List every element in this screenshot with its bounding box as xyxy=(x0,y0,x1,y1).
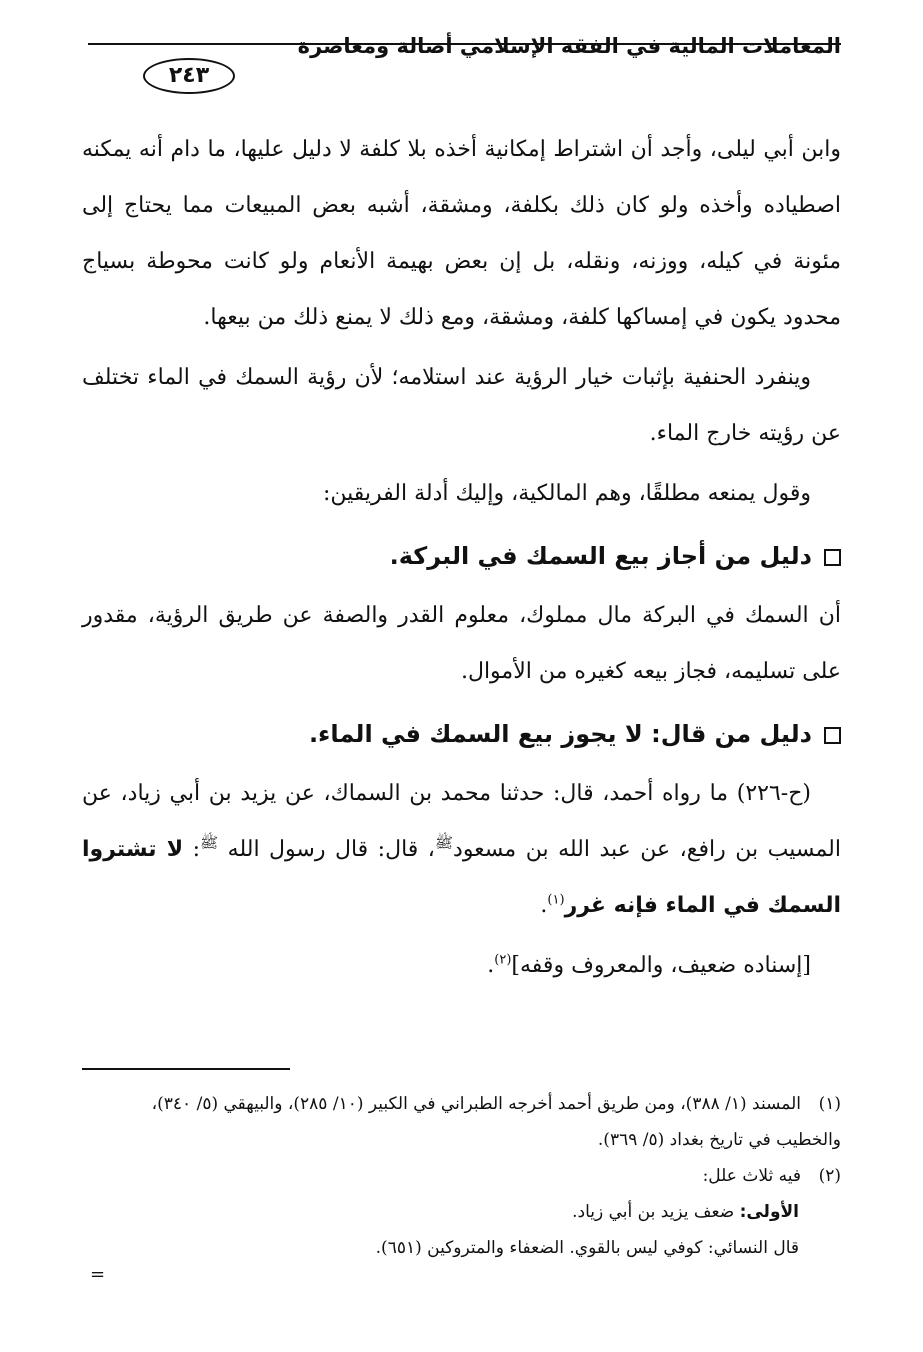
footnote-lead: الأولى: xyxy=(739,1202,799,1222)
period: . xyxy=(540,893,548,918)
footnote-rule xyxy=(82,1068,290,1070)
footnote-ref-2[interactable]: (٢) xyxy=(494,952,512,968)
footnote-2-first-defect xyxy=(82,1194,841,1230)
footnote-ref-1[interactable]: (١) xyxy=(547,892,565,908)
hadith-paragraph xyxy=(82,766,841,934)
footnote-text: ضعف يزيد بن أبي زياد. xyxy=(572,1202,740,1222)
footnote-number: (٢) xyxy=(818,1166,841,1186)
heading-text: دليل من قال: لا يجوز بيع السمك في الماء. xyxy=(308,720,812,748)
colon: : xyxy=(183,837,201,862)
square-bullet-icon xyxy=(824,549,841,566)
main-text xyxy=(82,122,841,998)
footnote-2 xyxy=(82,1158,841,1194)
section-heading-forbid xyxy=(82,706,841,762)
page-number: ٢٤٣ xyxy=(143,58,235,94)
hadith-chain-continued: ، قال: قال رسول الله xyxy=(227,837,435,862)
footnote-2-nasai: قال النسائي: كوفي ليس بالقوي. الضعفاء والمتروكين (٦٥١). xyxy=(375,1238,799,1258)
square-bullet-icon xyxy=(824,727,841,744)
paragraph-4: أن السمك في البركة مال مملوك، معلوم القدر والصفة عن طريق الرؤية، مقدور على تسليمه، فجاز بيعه كغيره من الأموال. xyxy=(82,603,841,684)
period: . xyxy=(487,953,495,978)
grading-text: [إسناده ضعيف، والمعروف وقفه] xyxy=(511,953,811,978)
paragraph-1: وابن أبي ليلى، وأجد أن اشتراط إمكانية أخذه بلا كلفة لا دليل عليها، ما دام أنه يمكنه اصطياده وأخذه ولو كان ذلك بكلفة، ومشقة، أشبه بعض المبيعات مما يحتاج إلى مئونة في كيله، ووزنه، ونقله، بل إن بعض بهيمة الأنعام ولو كانت محوطة بسياج محدود يكون في إمساكها كلفة، ومشقة، ومع ذلك لا يمنع ذلك من بيعها. xyxy=(82,137,841,330)
heading-text: دليل من أجاز بيع السمك في البركة. xyxy=(389,542,812,570)
continuation-mark: = xyxy=(90,1264,106,1285)
footnote-text: المسند (١/ ٣٨٨)، ومن طريق أحمد أخرجه الطبراني في الكبير (١٠/ ٢٨٥)، والبيهقي (٥/ ٣٤٠)، والخطيب في تاريخ بغداد (٥/ ٣٦٩). xyxy=(151,1094,841,1150)
running-title: المعاملات المالية في الفقه الإسلامي أصالة ومعاصرة xyxy=(297,34,841,58)
paragraph-3: وقول يمنعه مطلقًا، وهم المالكية، وإليك أدلة الفريقين: xyxy=(322,481,811,506)
paragraph-2: وينفرد الحنفية بإثبات خيار الرؤية عند استلامه؛ لأن رؤية السمك في الماء تختلف عن رؤيته خارج الماء. xyxy=(82,365,841,446)
footnote-text: فيه ثلاث علل: xyxy=(702,1166,801,1186)
section-heading-permit xyxy=(82,528,841,584)
hadith-text: لا تشتروا السمك في الماء فإنه غرر xyxy=(82,837,841,918)
honorific-mark: ﷺ xyxy=(200,833,219,852)
grading-paragraph xyxy=(82,938,841,994)
header-rule xyxy=(88,43,841,45)
footnotes xyxy=(82,1086,841,1266)
hadith-chain: (ح-٢٢٦) ما رواه أحمد، قال: حدثنا محمد بن السماك، عن يزيد بن أبي زياد، عن المسيب بن رافع، عن عبد الله بن مسعود xyxy=(82,781,842,862)
honorific-mark: ﷺ xyxy=(434,833,454,852)
footnote-number: (١) xyxy=(818,1094,841,1114)
footnote-1 xyxy=(82,1086,841,1158)
